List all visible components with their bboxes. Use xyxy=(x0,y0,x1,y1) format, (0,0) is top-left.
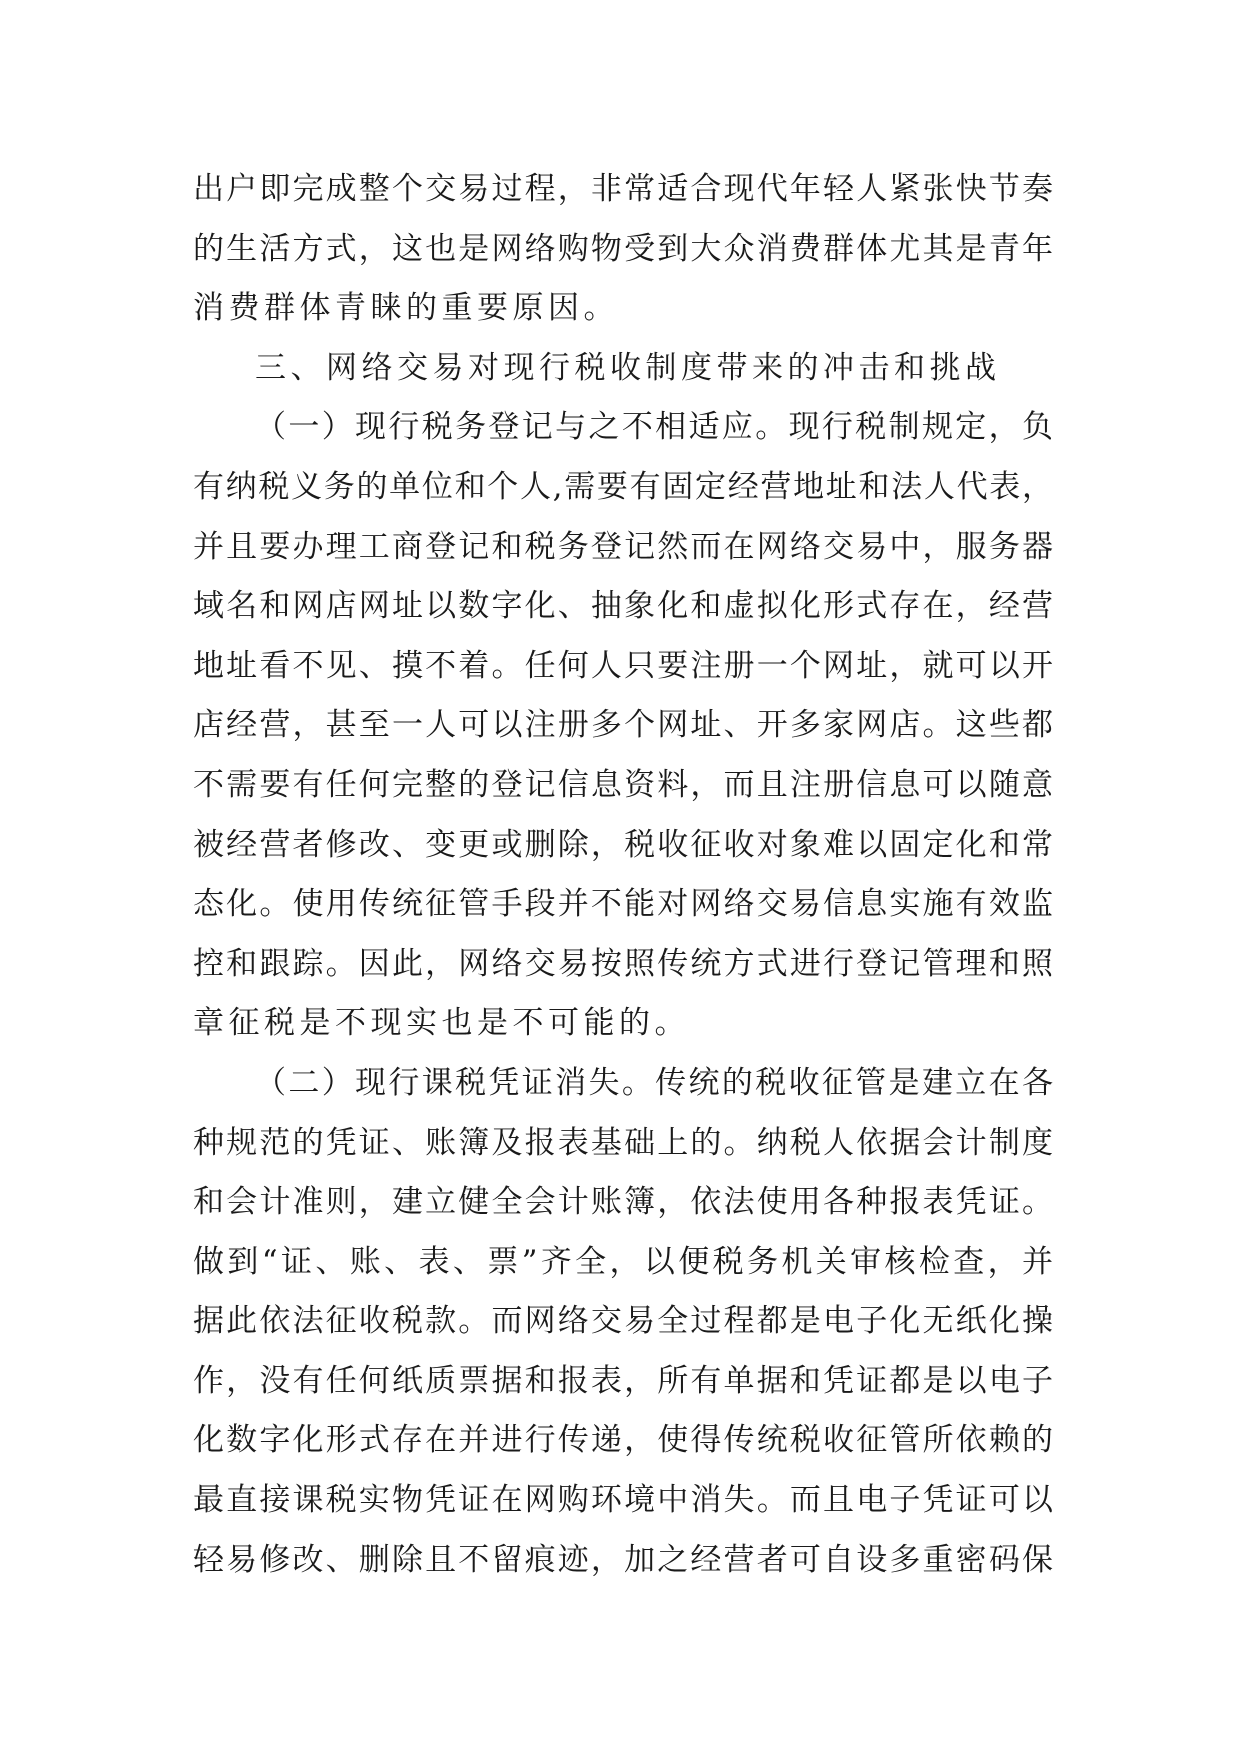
body-text xyxy=(193,160,1053,1590)
text-line: 有纳税义务的单位和个人,需要有固定经营地址和法人代表， xyxy=(193,468,1053,505)
text-line: 的生活方式，这也是网络购物受到大众消费群体尤其是青年 xyxy=(193,230,1053,267)
text-line: 化数字化形式存在并进行传递，使得传统税收征管所依赖的 xyxy=(193,1422,1053,1459)
text-line: 态化。使用传统征管手段并不能对网络交易信息实施有效监 xyxy=(193,886,1053,923)
text-line: 轻易修改、删除且不留痕迹，加之经营者可自设多重密码保 xyxy=(193,1541,1053,1578)
text-line: 不需要有任何完整的登记信息资料，而且注册信息可以随意 xyxy=(193,766,1053,803)
text-line: 控和跟踪。因此，网络交易按照传统方式进行登记管理和照 xyxy=(193,945,1053,982)
text-line: 被经营者修改、变更或删除，税收征收对象难以固定化和常 xyxy=(193,826,1053,863)
text-line: （二）现行课税凭证消失。传统的税收征管是建立在各 xyxy=(255,1064,1053,1101)
text-line: 据此依法征收税款。而网络交易全过程都是电子化无纸化操 xyxy=(193,1303,1053,1340)
text-line: 出户即完成整个交易过程，非常适合现代年轻人紧张快节奏 xyxy=(193,171,1053,207)
text-line: 消费群体青睐的重要原因。 xyxy=(193,290,619,327)
text-line: 店经营，甚至一人可以注册多个网址、开多家网店。这些都 xyxy=(193,707,1053,744)
text-line: 章征税是不现实也是不可能的。 xyxy=(193,1005,690,1042)
text-line: 最直接课税实物凭证在网购环境中消失。而且电子凭证可以 xyxy=(193,1482,1053,1519)
text-line: 和会计准则，建立健全会计账簿，依法使用各种报表凭证。 xyxy=(193,1184,1053,1221)
text-line: 做到“证、账、表、票”齐全，以便税务机关审核检查，并 xyxy=(193,1243,1053,1280)
text-line: 地址看不见、摸不着。任何人只要注册一个网址，就可以开 xyxy=(193,647,1053,684)
text-line: 域名和网店网址以数字化、抽象化和虚拟化形式存在，经营 xyxy=(193,588,1053,625)
text-line: 并且要办理工商登记和税务登记然而在网络交易中，服务器 xyxy=(193,528,1053,565)
text-line: 作，没有任何纸质票据和报表，所有单据和凭证都是以电子 xyxy=(193,1362,1053,1399)
text-line: 种规范的凭证、账簿及报表基础上的。纳税人依据会计制度 xyxy=(193,1124,1053,1161)
section-heading: 三、网络交易对现行税收制度带来的冲击和挑战 xyxy=(255,349,1001,386)
text-line: （一）现行税务登记与之不相适应。现行税制规定，负 xyxy=(255,409,1053,446)
